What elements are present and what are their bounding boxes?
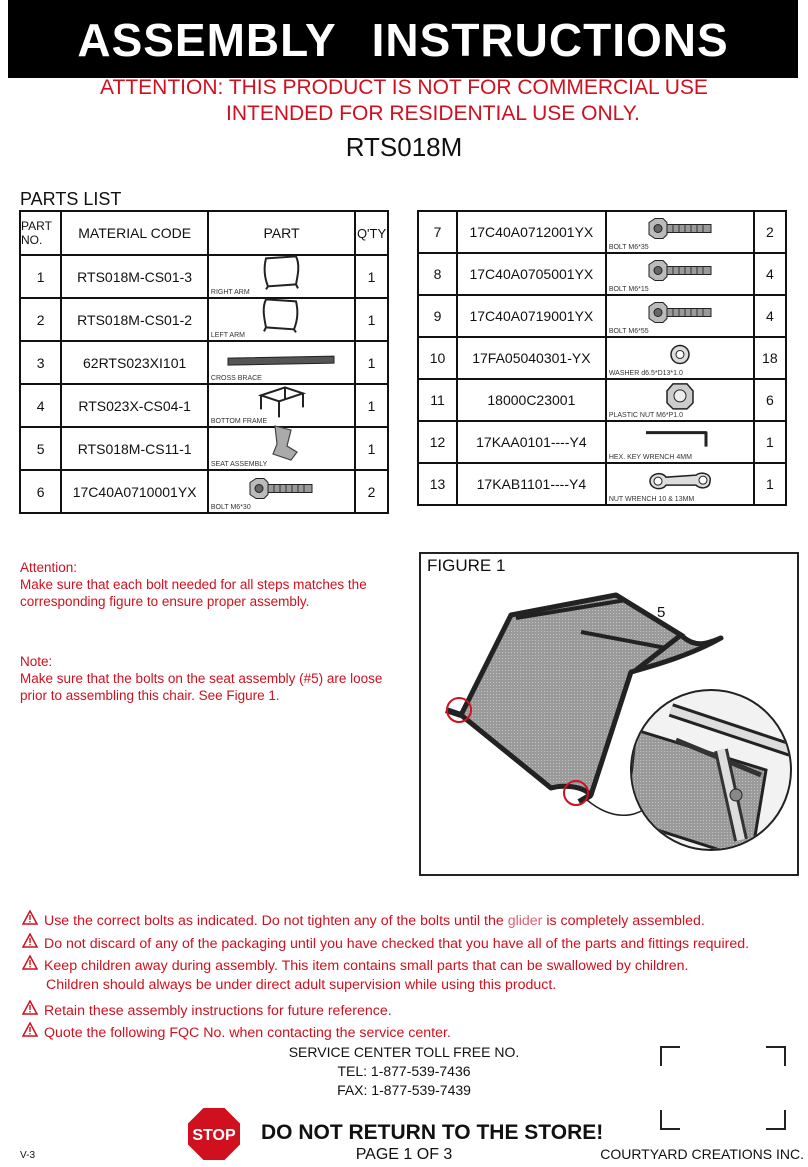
material-code: RTS023X-CS04-1	[61, 384, 208, 427]
part-label: PLASTIC NUT M6*P1.0	[608, 412, 683, 419]
washer-icon	[669, 344, 691, 369]
cross-brace-icon	[226, 353, 336, 370]
parts-table-left	[19, 210, 389, 514]
parts-list-title: PARTS LIST	[20, 189, 122, 209]
page-title: ASSEMBLY INSTRUCTIONS	[8, 0, 798, 78]
fqc-box-corner	[660, 1110, 680, 1130]
part-number: 12	[418, 421, 457, 463]
part-quantity: 1	[355, 427, 388, 470]
parts-row	[418, 421, 786, 463]
header-part-no: PART NO.	[20, 211, 61, 255]
residential-use-notice: INTENDED FOR RESIDENTIAL USE ONLY.	[226, 102, 640, 125]
part-label: SEAT ASSEMBLY	[210, 461, 268, 468]
part-cell	[606, 337, 754, 379]
bolt-icon	[645, 260, 715, 285]
bolt-icon	[645, 218, 715, 243]
part-quantity: 4	[754, 253, 786, 295]
service-tel: TEL: 1-877-539-7436	[337, 1063, 471, 1079]
part-cell	[606, 463, 754, 505]
material-code: 62RTS023XI101	[61, 341, 208, 384]
hex-key-icon	[644, 429, 716, 452]
material-code: 17KAB1101----Y4	[457, 463, 606, 505]
left-arm-icon	[258, 297, 304, 336]
part-number: 5	[20, 427, 61, 470]
attention-note-title: Attention:	[20, 560, 78, 575]
attention-note	[20, 559, 367, 610]
bolt-icon	[645, 302, 715, 327]
parts-row	[418, 295, 786, 337]
loose-bolts-note	[20, 653, 382, 704]
material-code: 18000C23001	[457, 379, 606, 421]
attention-note-line: Make sure that each bolt needed for all steps matches the	[20, 577, 367, 592]
part-label: BOLT M6*15	[608, 286, 649, 293]
part-quantity: 1	[754, 463, 786, 505]
part-label: LEFT ARM	[210, 332, 245, 339]
fqc-box-corner	[660, 1046, 680, 1066]
part-label: WASHER d6.5*D13*1.0	[608, 370, 683, 377]
right-arm-icon	[258, 254, 304, 293]
page-number: PAGE 1 OF 3	[355, 1146, 453, 1163]
figure-1-title: FIGURE 1	[427, 556, 506, 575]
part-cell	[606, 295, 754, 337]
part-cell	[606, 379, 754, 421]
warning-triangle-icon	[22, 933, 40, 952]
parts-row	[20, 255, 388, 298]
part-quantity: 4	[754, 295, 786, 337]
material-code: RTS018M-CS01-3	[61, 255, 208, 298]
header-material-code: MATERIAL CODE	[61, 211, 208, 255]
fqc-box-corner	[766, 1110, 786, 1130]
material-code: 17C40A0705001YX	[457, 253, 606, 295]
part-cell	[208, 427, 355, 470]
part-cell	[208, 341, 355, 384]
warning-triangle-icon	[22, 955, 40, 974]
stop-sign-text: STOP	[192, 1127, 236, 1144]
part-cell	[208, 470, 355, 513]
part-quantity: 1	[355, 384, 388, 427]
part-cell	[208, 255, 355, 298]
part-label: BOLT M6*30	[210, 504, 251, 511]
part-label: RIGHT ARM	[210, 289, 250, 296]
parts-row	[20, 384, 388, 427]
part-label: NUT WRENCH 10 & 13MM	[608, 496, 695, 503]
figure-1-callout: 5	[657, 604, 666, 621]
parts-row	[418, 211, 786, 253]
material-code: 17FA05040301-YX	[457, 337, 606, 379]
part-number: 11	[418, 379, 457, 421]
part-quantity: 1	[355, 341, 388, 384]
version-label: V-3	[20, 1150, 36, 1161]
part-number: 9	[418, 295, 457, 337]
material-code: 17KAA0101----Y4	[457, 421, 606, 463]
parts-row	[20, 341, 388, 384]
material-code: RTS018M-CS11-1	[61, 427, 208, 470]
part-quantity: 2	[355, 470, 388, 513]
note-line: Make sure that the bolts on the seat assembly (#5) are loose	[20, 671, 383, 686]
material-code: 17C40A0712001YX	[457, 211, 606, 253]
bolt-icon	[246, 477, 316, 502]
part-number: 10	[418, 337, 457, 379]
part-number: 3	[20, 341, 61, 384]
parts-row	[20, 470, 388, 513]
parts-row	[418, 379, 786, 421]
part-number: 1	[20, 255, 61, 298]
part-number: 13	[418, 463, 457, 505]
parts-row	[20, 427, 388, 470]
part-number: 4	[20, 384, 61, 427]
note-line: prior to assembling this chair. See Figure 1.	[20, 688, 280, 703]
part-label: BOLT M6*35	[608, 244, 649, 251]
part-quantity: 1	[754, 421, 786, 463]
nut-wrench-icon	[644, 467, 716, 496]
parts-row	[418, 463, 786, 505]
warning-line-3: Keep children away during assembly. This item contains small parts that can be swallowed by children.	[22, 955, 689, 974]
company-name: COURTYARD CREATIONS INC.	[600, 1146, 804, 1162]
header-part: PART	[208, 211, 355, 255]
part-number: 2	[20, 298, 61, 341]
plastic-nut-icon	[663, 381, 697, 414]
part-cell	[208, 384, 355, 427]
warning-line-1: Use the correct bolts as indicated. Do not tighten any of the bolts until the glider is completely assembled.	[22, 910, 705, 929]
warning-line-4: Retain these assembly instructions for future reference.	[22, 1000, 392, 1019]
parts-row	[418, 337, 786, 379]
material-code: 17C40A0719001YX	[457, 295, 606, 337]
seat-assembly-illustration	[421, 580, 793, 870]
part-cell	[606, 421, 754, 463]
parts-row	[20, 298, 388, 341]
part-quantity: 1	[355, 298, 388, 341]
parts-table-right	[417, 210, 787, 506]
service-center-title: SERVICE CENTER TOLL FREE NO.	[288, 1044, 520, 1060]
attention-note-line: corresponding figure to ensure proper assembly.	[20, 594, 310, 609]
model-number: RTS018M	[345, 132, 463, 162]
part-number: 6	[20, 470, 61, 513]
part-quantity: 6	[754, 379, 786, 421]
warning-line-5: Quote the following FQC No. when contacting the service center.	[22, 1022, 451, 1041]
parts-row	[418, 253, 786, 295]
warning-line-3b: Children should always be under direct adult supervision while using this product.	[46, 977, 557, 993]
warning-line-2: Do not discard of any of the packaging until you have checked that you have all of the parts and fittings required.	[22, 933, 749, 952]
do-not-return-notice: DO NOT RETURN TO THE STORE!	[261, 1121, 604, 1144]
part-quantity: 2	[754, 211, 786, 253]
part-number: 7	[418, 211, 457, 253]
warning-triangle-icon	[22, 1022, 40, 1041]
part-label: HEX. KEY WRENCH 4MM	[608, 454, 692, 461]
material-code: RTS018M-CS01-2	[61, 298, 208, 341]
seat-assembly-icon	[261, 424, 301, 467]
bottom-frame-icon	[255, 383, 307, 422]
warning-triangle-icon	[22, 1000, 40, 1019]
note-title: Note:	[20, 654, 53, 669]
part-quantity: 1	[355, 255, 388, 298]
fqc-box-corner	[766, 1046, 786, 1066]
commercial-use-warning: ATTENTION: THIS PRODUCT IS NOT FOR COMMERCIAL USE	[100, 76, 708, 99]
part-label: BOTTOM FRAME	[210, 418, 268, 425]
warning-triangle-icon	[22, 910, 40, 929]
part-label: CROSS BRACE	[210, 375, 262, 382]
service-fax: FAX: 1-877-539-7439	[337, 1082, 471, 1098]
part-label: BOLT M6*55	[608, 328, 649, 335]
part-cell	[208, 298, 355, 341]
part-quantity: 18	[754, 337, 786, 379]
header-qty: Q'TY	[355, 211, 388, 255]
part-cell	[606, 253, 754, 295]
part-cell	[606, 211, 754, 253]
material-code: 17C40A0710001YX	[61, 470, 208, 513]
part-number: 8	[418, 253, 457, 295]
